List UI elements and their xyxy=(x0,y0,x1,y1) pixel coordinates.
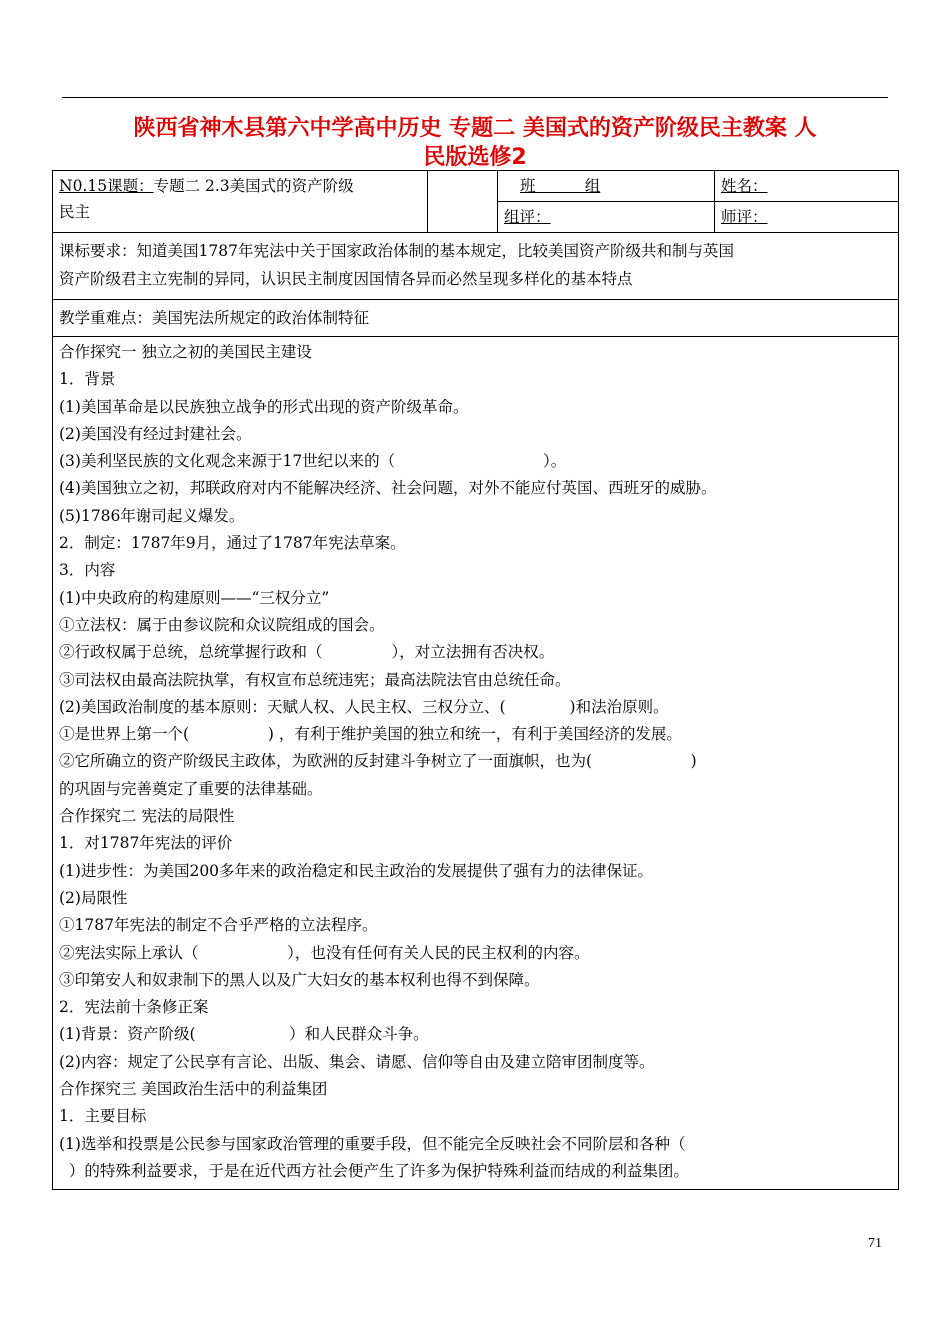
course-title-cell xyxy=(53,171,428,233)
body-line: ③印第安人和奴隶制下的黑人以及广大妇女的基本权利也得不到保障。 xyxy=(59,970,540,989)
body-line: ①1787年宪法的制定不合乎严格的立法程序。 xyxy=(59,916,378,935)
top-rule xyxy=(62,97,888,98)
body-line: ②宪法实际上承认（ ），也没有任何有关人民的民主权利的内容。 xyxy=(59,943,590,962)
blank-cell xyxy=(428,171,498,233)
title-line-2: 民版选修2 xyxy=(423,145,527,170)
lesson-table xyxy=(52,170,899,1190)
body-line: (2)内容：规定了公民享有言论、出版、集会、请愿、信仰等自由及建立陪审团制度等。 xyxy=(59,1052,655,1071)
body-line: 2．宪法前十条修正案 xyxy=(59,998,209,1017)
body-line: (1)选举和投票是公民参与国家政治管理的重要手段，但不能完全反映社会不同阶层和各种（ xyxy=(59,1134,686,1153)
body-line: ①是世界上第一个( ) ，有利于维护美国的独立和统一，有利于美国经济的发展。 xyxy=(59,725,682,744)
body-line: (1)进步性：为美国200多年来的政治稳定和民主政治的发展提供了强有力的法律保证。 xyxy=(59,861,654,880)
body-line: ②它所确立的资产阶级民主政体，为欧洲的反封建斗争树立了一面旗帜，也为( ) xyxy=(59,752,697,771)
body-line: 2．制定：1787年9月，通过了1787年宪法草案。 xyxy=(59,534,406,553)
body-line: (3)美利坚民族的文化观念来源于17世纪以来的（ ）。 xyxy=(59,452,567,471)
body-line: ①立法权：属于由参议院和众议院组成的国会。 xyxy=(59,615,385,634)
standard-line-1: 课标要求：知道美国1787年宪法中关于国家政治体制的基本规定，比较美国资产阶级共和制与英国 xyxy=(59,242,734,260)
group-eval-cell xyxy=(498,202,715,233)
body-line: (2)美国没有经过封建社会。 xyxy=(59,424,252,443)
body-line: (4)美国独立之初，邦联政府对内不能解决经济、社会问题，对外不能应付英国、西班牙的威胁。 xyxy=(59,479,717,498)
body-line: 3．内容 xyxy=(59,561,116,580)
page-number: 71 xyxy=(868,1236,882,1251)
body-line: (2)美国政治制度的基本原则：天赋人权、人民主权、三权分立、( )和法治原则。 xyxy=(59,697,669,716)
body-line: (2)局限性 xyxy=(59,888,128,907)
class-group-cell xyxy=(498,171,715,202)
document-title xyxy=(62,114,888,172)
body-line: 合作探究三 美国政治生活中的利益集团 xyxy=(59,1080,328,1099)
title-line-1: 陕西省神木县第六中学高中历史 专题二 美国式的资产阶级民主教案 人 xyxy=(133,116,817,141)
body-line: ②行政权属于总统，总统掌握行政和（ ），对立法拥有否决权。 xyxy=(59,643,555,662)
class-group-field[interactable]: 班 组 xyxy=(520,177,601,195)
course-text: 专题二 2.3美国式的资产阶级 xyxy=(153,177,354,195)
body-line: (1)背景：资产阶级( ）和人民群众斗争。 xyxy=(59,1025,429,1044)
body-line: (1)美国革命是以民族独立战争的形式出现的资产阶级革命。 xyxy=(59,397,469,416)
lesson-body xyxy=(53,337,899,1190)
body-line: (1)中央政府的构建原则——“三权分立” xyxy=(59,588,330,607)
body-line: ③司法权由最高法院执掌，有权宣布总统违宪；最高法院法官由总统任命。 xyxy=(59,670,571,689)
course-text-2: 民主 xyxy=(59,203,91,221)
name-field[interactable]: 姓名： xyxy=(721,177,768,195)
body-line: (5)1786年谢司起义爆发。 xyxy=(59,506,245,525)
course-label: N0.15课题： xyxy=(59,177,154,195)
body-line: 合作探究二 宪法的局限性 xyxy=(59,807,235,826)
body-line: 的巩固与完善奠定了重要的法律基础。 xyxy=(59,779,323,798)
body-line: 1．对1787年宪法的评价 xyxy=(59,834,233,853)
body-line: 1．主要目标 xyxy=(59,1107,147,1126)
curriculum-standard xyxy=(53,233,899,300)
body-line: 1．背景 xyxy=(59,370,116,389)
body-line: ）的特殊利益要求，于是在近代西方社会便产生了许多为保护特殊利益而结成的利益集团。 xyxy=(59,1161,689,1180)
name-cell xyxy=(715,171,899,202)
group-eval-field[interactable]: 组评： xyxy=(504,208,551,226)
standard-line-2: 资产阶级君主立宪制的异同，认识民主制度因国情各异而必然呈现多样化的基本特点 xyxy=(59,270,633,288)
teaching-focus: 教学重难点：美国宪法所规定的政治体制特征 xyxy=(53,300,899,337)
teacher-eval-cell xyxy=(715,202,899,233)
body-line: 合作探究一 独立之初的美国民主建设 xyxy=(59,343,312,361)
teacher-eval-field[interactable]: 师评： xyxy=(721,208,768,226)
